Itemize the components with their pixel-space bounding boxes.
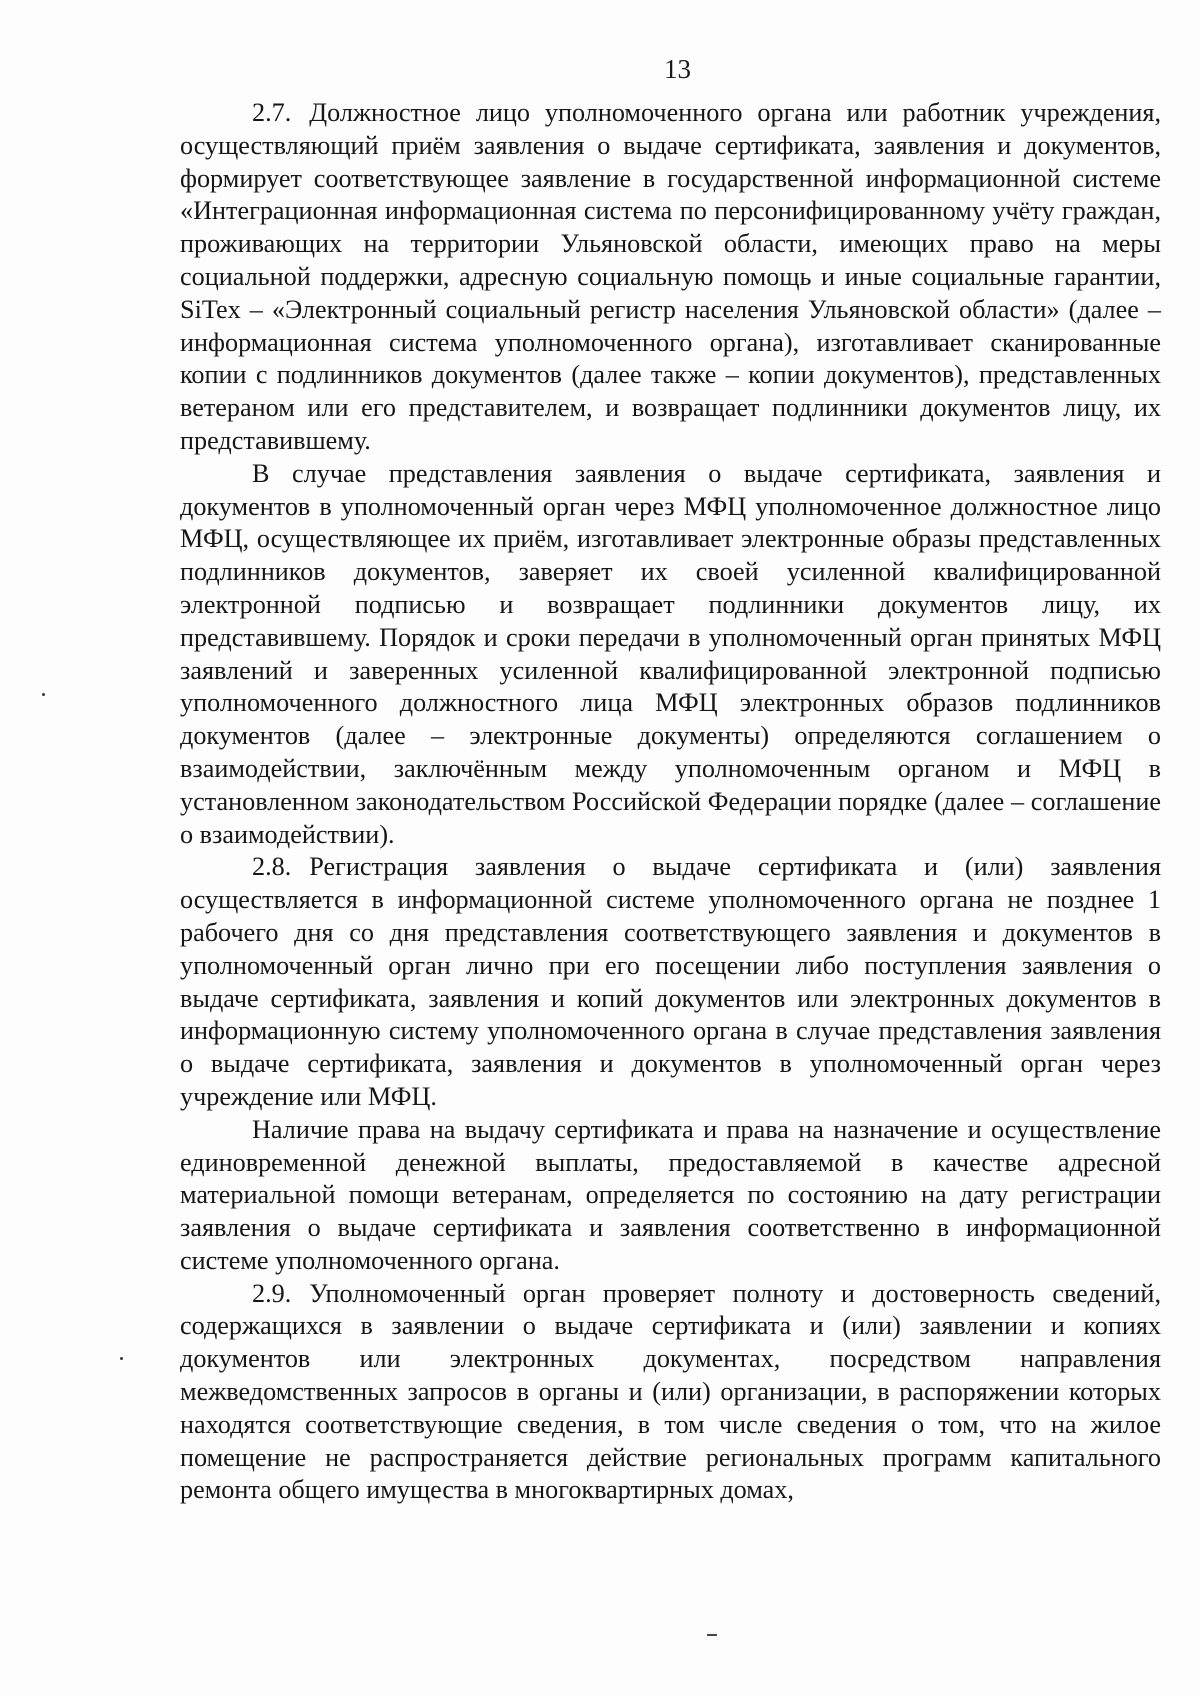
document-body (180, 97, 1161, 1507)
paragraph-text: Регистрация заявления о выдаче сертификата и (или) заявления осуществляется в информационной системе уполномоченного органа не позднее 1 рабочего дня со дня представления соответствующего заявления и документов в уполномоченный орган лично при его посещении либо поступления заявления о выдаче сертификата, заявления и копий документов или электронных документов в информационную систему уполномоченного органа в случае представления заявления о выдаче сертификата, заявления и документов в уполномоченный орган через учреждение или МФЦ. (180, 852, 1161, 1111)
paragraph-number: 2.9. (252, 1278, 292, 1308)
paragraph-2-8 (180, 851, 1161, 1113)
paragraph-text: Наличие права на выдачу сертификата и права на назначение и осуществление единовременной денежной выплаты, предоставляемой в качестве адресной материальной помощи ветеранам, определяется по состоянию на дату регистрации заявления о выдаче сертификата и заявления соответственно в информационной системе уполномоченного органа. (180, 1114, 1161, 1275)
page-number-container (0, 54, 1200, 85)
paragraph-2-9 (180, 1278, 1161, 1508)
scan-speck (42, 693, 45, 696)
paragraph-number: 2.8. (252, 852, 292, 882)
paragraph-text: Уполномоченный орган проверяет полноту и достоверность сведений, содержащихся в заявлении о выдаче сертификата и (или) заявлении и копиях документов или электронных документах, посредством направления межведомственных запросов в органы и (или) организации, в распоряжении которых находятся соответствующие сведения, в том числе сведения о том, что на жилое помещение не распространяется действие региональных программ капитального ремонта общего имущества в многоквартирных домах, (180, 1278, 1161, 1505)
paragraph-text: В случае представления заявления о выдаче сертификата, заявления и документов в уполномоченный орган через МФЦ уполномоченное должностное лицо МФЦ, осуществляющее их приём, изготавливает электронные образы представленных подлинников документов, заверяет их своей усиленной квалифицированной электронной подписью и возвращает подлинники документов лицу, их представившему. Порядок и сроки передачи в уполномоченный орган принятых МФЦ заявлений и заверенных усиленной квалифицированной электронной подписью уполномоченного должностного лица МФЦ электронных образов подлинников документов (далее – электронные документы) определяются соглашением о взаимодействии, заключённым между уполномоченным органом и МФЦ в установленном законодательством Российской Федерации порядке (далее – соглашение о взаимодействии). (180, 458, 1161, 849)
paragraph-mfc (180, 458, 1161, 852)
paragraph-entitlement (180, 1114, 1161, 1278)
paragraph-text: Должностное лицо уполномоченного органа или работник учреждения, осуществляющий приём заявления о выдаче сертификата, заявления и документов, формирует соответствующее заявление в государственной информационной системе «Интеграционная информационная система по персонифицированному учёту граждан, проживающих на территории Ульяновской области, имеющих право на меры социальной поддержки, адресную социальную помощь и иные социальные гарантии, SiTex – «Электронный социальный регистр населения Ульяновской области» (далее – информационная система уполномоченного органа), изготавливает сканированные копии с подлинников документов (далее также – копии документов), представленных ветераном или его представителем, и возвращает подлинники документов лицу, их представившему. (180, 98, 1161, 455)
paragraph-number: 2.7. (252, 98, 292, 127)
scan-speck (120, 1357, 123, 1360)
scan-mark (707, 1634, 717, 1636)
page-number: 13 (664, 54, 691, 84)
paragraph-2-7 (180, 97, 1161, 458)
